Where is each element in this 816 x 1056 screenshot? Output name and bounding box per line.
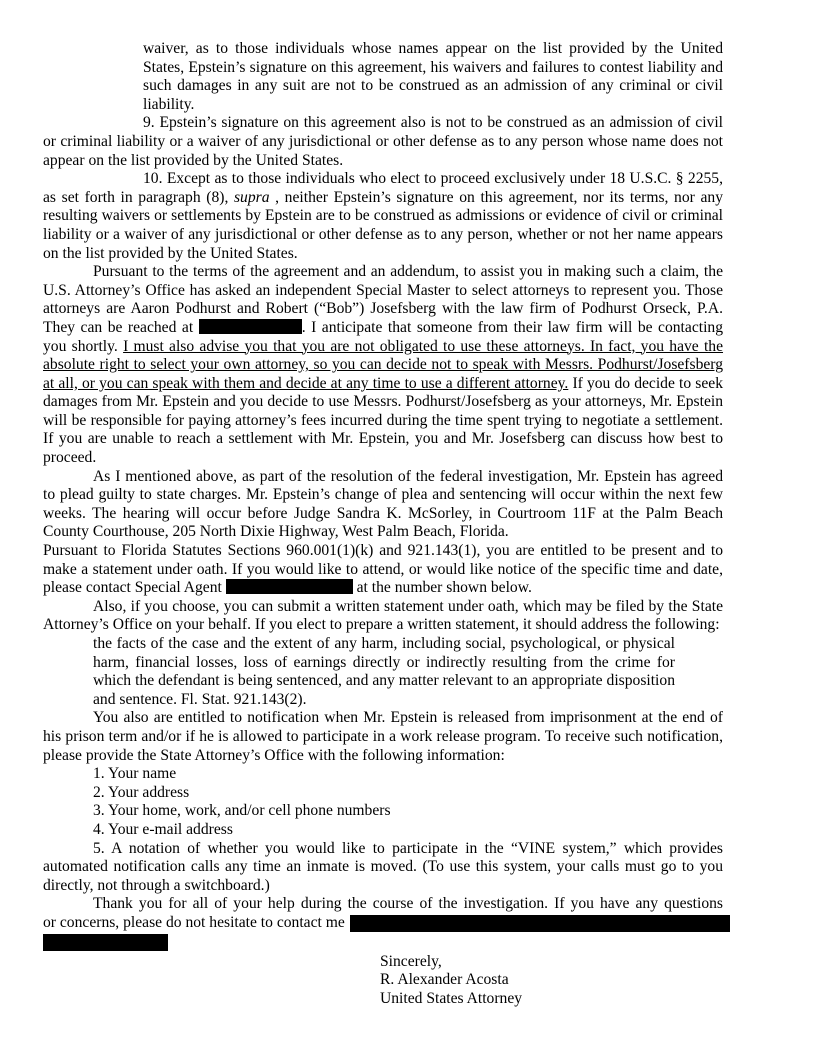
statutes-text-2: at the number shown below. — [352, 579, 532, 597]
closing-block — [43, 895, 723, 950]
paragraph-10 — [43, 170, 723, 263]
paragraph-10-text-cont: , neither Epstein’s signature on this agreement, nor its terms, nor any resulting waivers or settlements by Epstein are to be construed as admissions or evidence of civil or criminal liability or a waiver of any jurisdictional or other defense as to any person, whether or not her name appears on the list provided by the United States. — [43, 188, 723, 262]
paragraph-waiver-quote: waiver, as to those individuals whose names appear on the list provided by the United States, Epstein’s signature on this agreement, his waivers and failures to contest liability and such damages in any suit are not to be construed as an admission of any criminal or civil liability. — [143, 40, 723, 113]
redaction-bar-agent-name — [226, 579, 353, 594]
redaction-bar-contact-info — [350, 915, 730, 932]
paragraph-statutes — [43, 542, 723, 598]
list-item-phone: 3. Your home, work, and/or cell phone numbers — [93, 802, 391, 820]
signature-block — [380, 953, 723, 1009]
list-item-name: 1. Your name — [93, 765, 177, 783]
paragraph-facts-blockquote: the facts of the case and the extent of any harm, including social, psychological, or physical harm, financial losses, loss of earnings directly or indirectly resulting from the crime for which the defendant is being sentenced, and any matter relevant to an appropriate disposition and sentence. Fl. Stat. 921.143(2). — [93, 635, 675, 708]
paragraph-vine: 5. A notation of whether you would like to participate in the “VINE system,” which provides automated notification calls any time an inmate is moved. (To use this system, your calls must go to you directly, not through a switchboard.) — [43, 839, 723, 894]
redaction-bar-contact-info-2 — [43, 934, 168, 951]
paragraph-written-statement: Also, if you choose, you can submit a written statement under oath, which may be filed by the State Attorney’s Office on your behalf. If you elect to prepare a written statement, it should address the following: — [43, 597, 723, 634]
supra-italic: supra — [233, 188, 270, 206]
closing-text-line1: Thank you for all of your help during the course of the investigation. If you have any questions — [93, 895, 723, 913]
attorneys-text-1: Pursuant to the terms of the agreement and an addendum, to assist you in making such a claim, the U.S. Attorney’s Office has asked an independent Special Master to select attorneys to represent you. Those attorneys are Aaron Podhurst and Robert (“Bob”) Josefsberg with the law firm of Podhurst Orseck, P.A. They can be reached at — [43, 263, 723, 336]
paragraph-notification: You also are entitled to notification when Mr. Epstein is released from imprisonment at the end of his prison term and/or if he is allowed to participate in a work release program. To receive such notification, please provide the State Attorney’s Office with the following information: — [43, 709, 723, 764]
list-item-address: 2. Your address — [93, 783, 190, 801]
signature-name: R. Alexander Acosta — [380, 971, 509, 989]
signature-title: United States Attorney — [380, 989, 523, 1007]
closing-contact-text: or concerns, please do not hesitate to contact me — [43, 913, 345, 931]
redaction-bar-phone — [199, 319, 302, 334]
paragraph-plea: As I mentioned above, as part of the resolution of the federal investigation, Mr. Epstein has agreed to plead guilty to state charges. Mr. Epstein’s change of plea and sentencing will occur within the next few weeks. The hearing will occur before Judge Sandra K. McSorley, in Courtroom 11F at the Palm Beach County Courthouse, 205 North Dixie Highway, West Palm Beach, Florida. — [43, 467, 723, 541]
closing-text-line2 — [43, 914, 723, 933]
attorneys-text-2: . I anticipate that someone from their law firm will be contacting you shortly. — [43, 318, 723, 355]
attorneys-underlined-advisory: I must also advise you that you are not obligated to use these attorneys. In fact, you have the absolute right to select your own attorney, so you can decide not to speak with Messrs. Podhurst/Josefsberg at all, or you can speak with them and decide at any time to use a different attorney. — [43, 337, 724, 392]
signature-salutation: Sincerely, — [380, 952, 442, 970]
paragraph-10-text: 10. Except as to those individuals who elect to proceed exclusively under 18 U.S.C. § 2255, as set forth in paragraph (8), — [43, 170, 723, 206]
attorneys-text-3: If you do decide to seek damages from Mr. Epstein and you decide to use Messrs. Podhurst/Josefsberg as your attorneys, Mr. Epstein will be responsible for paying attorney’s fees incurred during the time spent trying to negotiate a settlement. If you are unable to reach a settlement with Mr. Epstein, you and Mr. Josefsberg can discuss how best to proceed. — [43, 374, 723, 467]
statutes-text-1: Pursuant to Florida Statutes Sections 960.001(1)(k) and 921.143(1), you are entitled to be present and to make a statement under oath. If you would like to attend, or would like notice of the specific time and date, please contact Special Agent — [43, 542, 723, 597]
paragraph-9: 9. Epstein’s signature on this agreement also is not to be construed as an admission of civil or criminal liability or a waiver of any jurisdictional or other defense as to any person whose name does not appear on the list provided by the United States. — [43, 114, 723, 169]
paragraph-attorneys — [43, 263, 723, 468]
list-item-email: 4. Your e-mail address — [93, 820, 233, 838]
info-list — [43, 765, 723, 839]
